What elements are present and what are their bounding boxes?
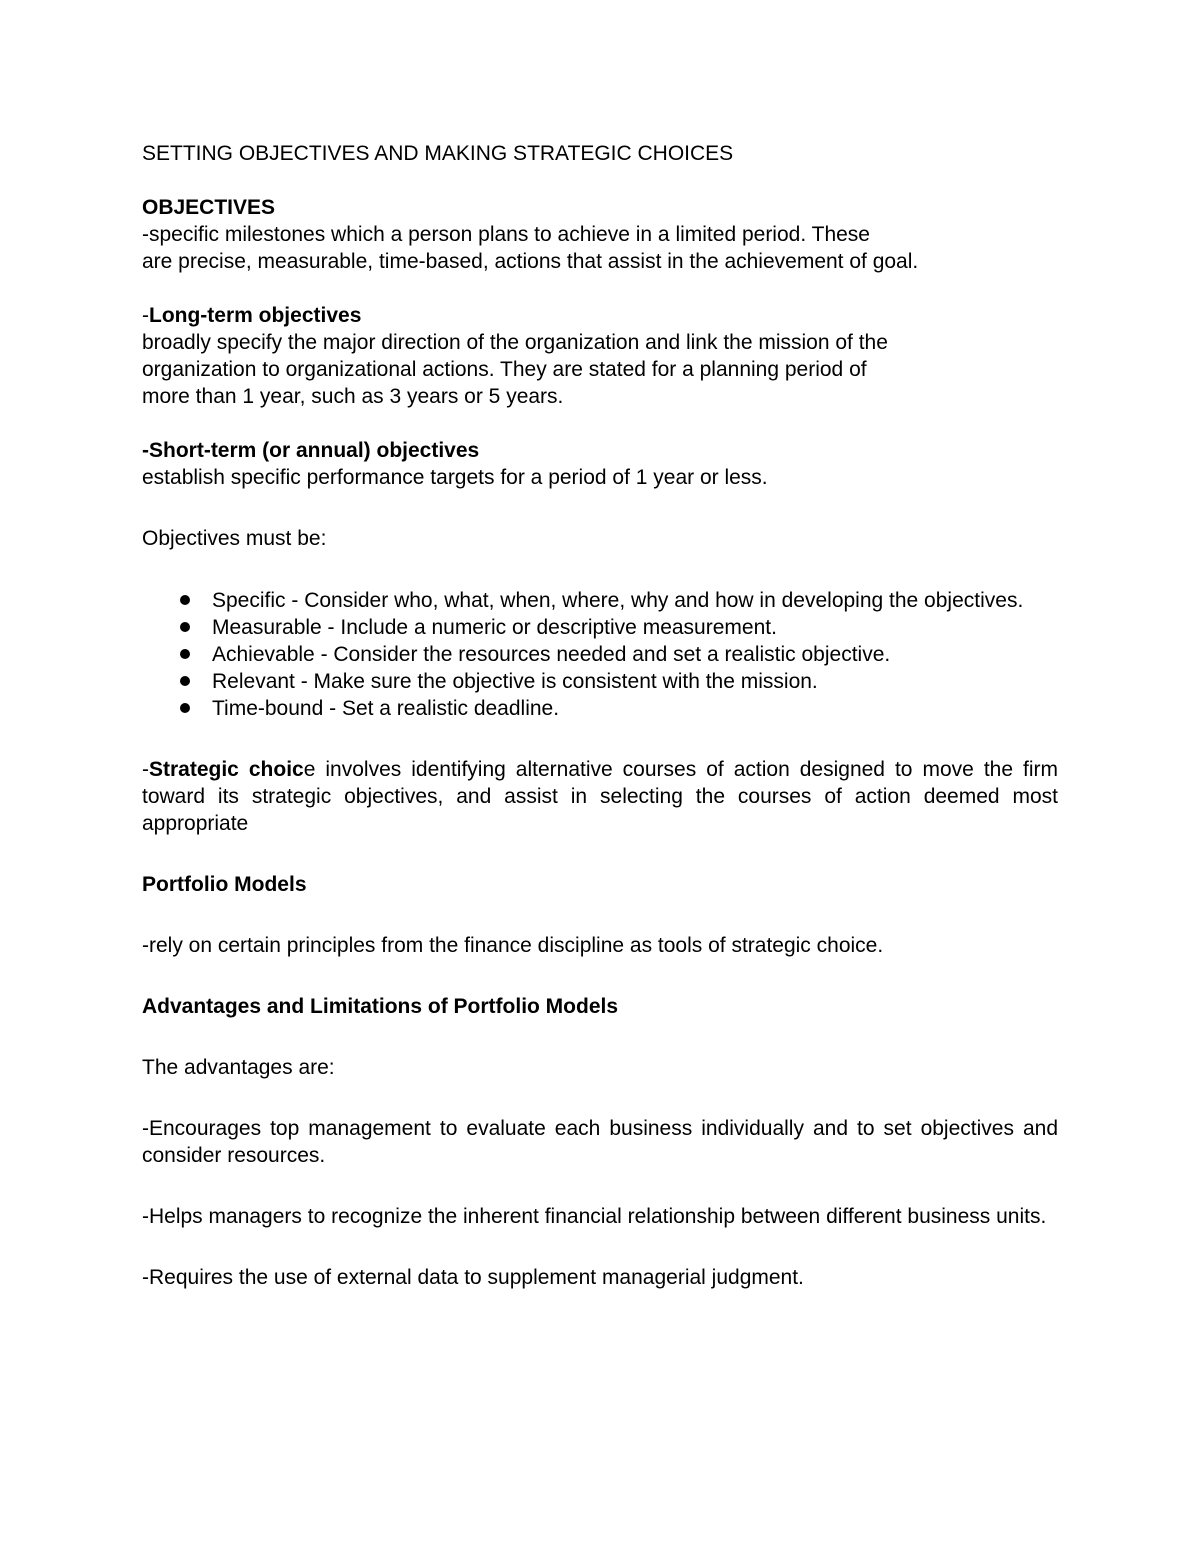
spacer <box>142 837 1058 871</box>
long-term-definition <box>142 329 1058 410</box>
short-term-heading: -Short-term (or annual) objectives <box>142 439 480 462</box>
bullet-icon <box>180 595 190 605</box>
spacer <box>142 959 1058 993</box>
list-item-text: Time-bound - Set a realistic deadline. <box>212 697 560 720</box>
bullet-icon <box>180 649 190 659</box>
advantage-item: -Requires the use of external data to supplement managerial judgment. <box>142 1266 804 1289</box>
portfolio-definition: -rely on certain principles from the finance discipline as tools of strategic choice. <box>142 934 884 957</box>
list-item-text: Relevant - Make sure the objective is consistent with the mission. <box>212 670 818 693</box>
strategic-choice-text: e involves identifying alternative courses of action designed to move the firm toward its strategic objectives, and assist in selecting the courses of action deemed most appropriate <box>142 758 1058 835</box>
spacer <box>142 552 1058 587</box>
list-item <box>142 641 1058 668</box>
short-term-definition: establish specific performance targets for a period of 1 year or less. <box>142 466 768 489</box>
adv-lim-heading: Advantages and Limitations of Portfolio Models <box>142 995 619 1018</box>
long-term-line-1: broadly specify the major direction of the organization and link the mission of the <box>142 331 888 354</box>
strategic-choice-term: Strategic choic <box>149 758 304 781</box>
spacer <box>142 1081 1058 1115</box>
criteria-list <box>142 587 1058 722</box>
objectives-heading: OBJECTIVES <box>142 196 276 219</box>
long-term-line-2: organization to organizational actions. They are stated for a planning period of <box>142 358 867 381</box>
long-term-line-3: more than 1 year, such as 3 years or 5 years. <box>142 385 564 408</box>
long-term-dash: - <box>142 304 149 327</box>
objectives-line-2: are precise, measurable, time-based, actions that assist in the achievement of goal. <box>142 250 919 273</box>
spacer <box>142 410 1058 437</box>
bullet-icon <box>180 676 190 686</box>
spacer <box>142 491 1058 525</box>
must-be-intro: Objectives must be: <box>142 527 327 550</box>
spacer <box>142 1169 1058 1203</box>
bullet-icon <box>180 622 190 632</box>
list-item <box>142 614 1058 641</box>
list-item <box>142 668 1058 695</box>
portfolio-heading: Portfolio Models <box>142 873 307 896</box>
strategic-choice-paragraph <box>142 756 1058 837</box>
objectives-definition <box>142 221 1058 275</box>
document-title: SETTING OBJECTIVES AND MAKING STRATEGIC CHOICES <box>142 142 734 165</box>
advantage-item: -Encourages top management to evaluate each business individually and to set objectives and consider resources. <box>142 1117 1058 1167</box>
spacer <box>142 275 1058 302</box>
advantages-intro: The advantages are: <box>142 1056 335 1079</box>
strategic-choice-dash: - <box>142 758 149 781</box>
bullet-icon <box>180 703 190 713</box>
list-item <box>142 695 1058 722</box>
advantage-item: -Helps managers to recognize the inherent financial relationship between different business units. <box>142 1205 1047 1228</box>
document-page <box>142 140 1058 1291</box>
list-item-text: Measurable - Include a numeric or descriptive measurement. <box>212 616 777 639</box>
list-item-text: Achievable - Consider the resources needed and set a realistic objective. <box>212 643 891 666</box>
objectives-line-1: -specific milestones which a person plans to achieve in a limited period. These <box>142 223 870 246</box>
spacer <box>142 898 1058 932</box>
spacer <box>142 167 1058 194</box>
long-term-heading <box>142 302 1058 329</box>
spacer <box>142 1230 1058 1264</box>
long-term-heading-text: Long-term objectives <box>149 304 362 327</box>
spacer <box>142 722 1058 756</box>
spacer <box>142 1020 1058 1054</box>
list-item <box>142 587 1058 614</box>
list-item-text: Specific - Consider who, what, when, where, why and how in developing the objectives. <box>212 589 1024 612</box>
